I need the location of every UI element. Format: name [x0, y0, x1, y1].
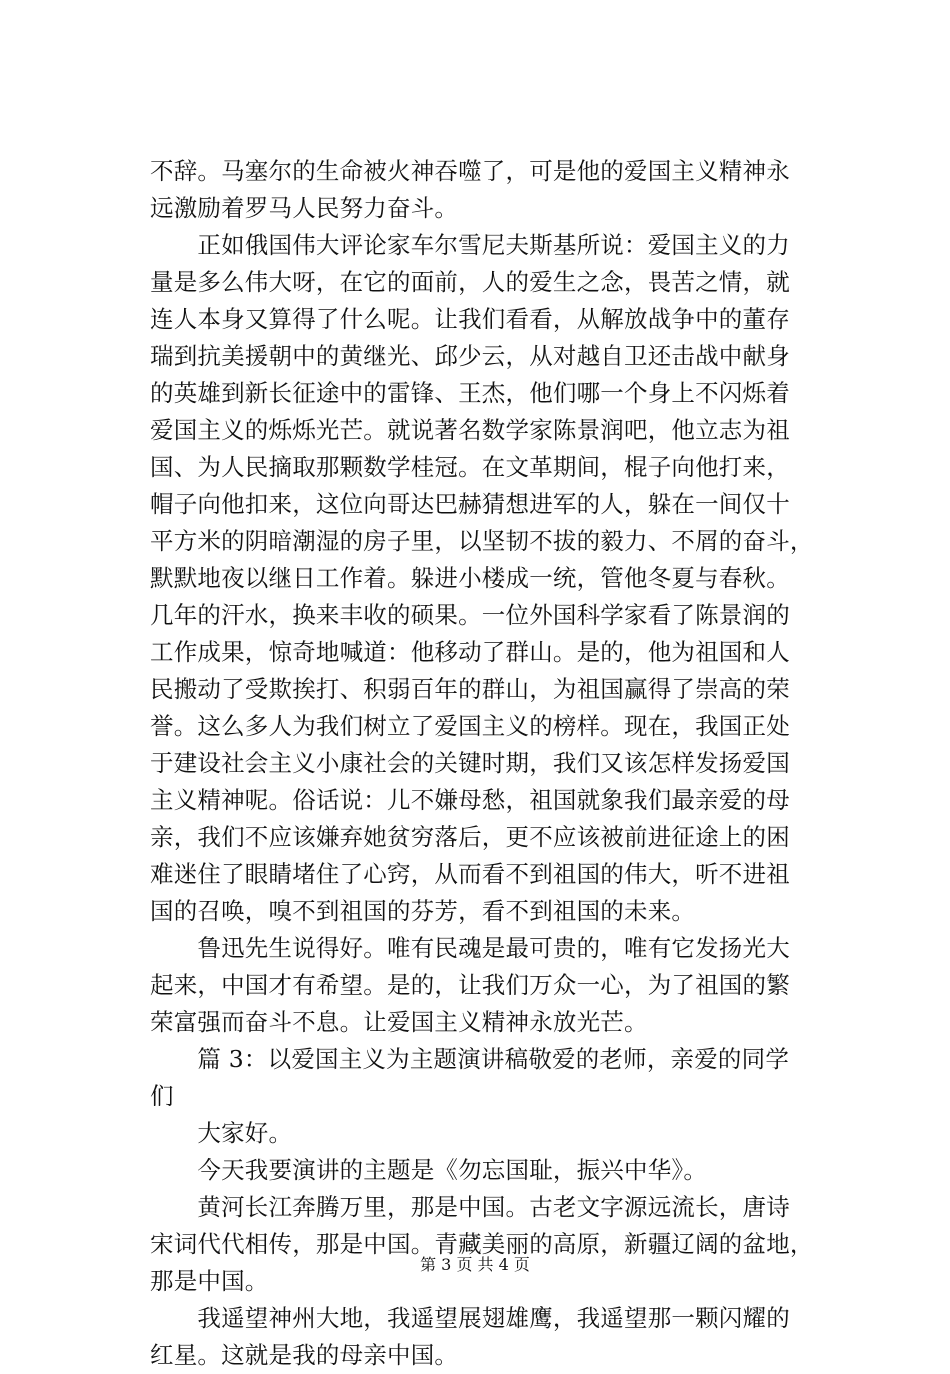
- text-line: 连人本身又算得了什么呢。让我们看看，从解放战争中的董存: [150, 305, 790, 333]
- text-line: 国、为人民摘取那颗数学桂冠。在文革期间，棍子向他打来，: [150, 453, 790, 481]
- text-line: 那是中国。: [150, 1267, 269, 1295]
- text-line: 我遥望神州大地，我遥望展翅雄鹰，我遥望那一颗闪耀的: [150, 1304, 790, 1332]
- text-line: 的英雄到新长征途中的雷锋、王杰，他们哪一个身上不闪烁着: [150, 379, 790, 407]
- text-line: 鲁迅先生说得好。唯有民魂是最可贵的，唯有它发扬光大: [150, 934, 790, 962]
- page-footer: 第 3 页 共 4 页: [420, 1255, 530, 1274]
- text-line: 红星。这就是我的母亲中国。: [150, 1341, 459, 1369]
- text-line: 大家好。: [150, 1119, 293, 1147]
- text-line: 国的召唤，嗅不到祖国的芬芳，看不到祖国的未来。: [150, 897, 696, 925]
- text-line: 平方米的阴暗潮湿的房子里，以坚韧不拔的毅力、不屑的奋斗，: [150, 527, 814, 555]
- text-line: 宋词代代相传，那是中国。青藏美丽的高原，新疆辽阔的盆地，: [150, 1230, 814, 1258]
- text-line: 远激励着罗马人民努力奋斗。: [150, 194, 459, 222]
- text-line: 誉。这么多人为我们树立了爱国主义的榜样。现在，我国正处: [150, 712, 790, 740]
- text-line: 主义精神呢。俗话说：儿不嫌母愁，祖国就象我们最亲爱的母: [150, 786, 790, 814]
- text-line: 量是多么伟大呀，在它的面前，人的爱生之念，畏苦之情，就: [150, 268, 790, 296]
- document-body: [150, 153, 840, 1374]
- text-line: 不辞。马塞尔的生命被火神吞噬了，可是他的爱国主义精神永: [150, 157, 790, 185]
- text-line: 瑞到抗美援朝中的黄继光、邱少云，从对越自卫还击战中献身: [150, 342, 790, 370]
- text-line: 民搬动了受欺挨打、积弱百年的群山，为祖国赢得了崇高的荣: [150, 675, 790, 703]
- text-line: 今天我要演讲的主题是《勿忘国耻，振兴中华》。: [150, 1156, 708, 1184]
- text-line: 于建设社会主义小康社会的关键时期，我们又该怎样发扬爱国: [150, 749, 790, 777]
- text-line: 爱国主义的烁烁光芒。就说著名数学家陈景润吧，他立志为祖: [150, 416, 790, 444]
- text-line: 起来，中国才有希望。是的，让我们万众一心，为了祖国的繁: [150, 971, 790, 999]
- text-line: 黄河长江奔腾万里，那是中国。古老文字源远流长，唐诗: [150, 1193, 790, 1221]
- text-line: 工作成果，惊奇地喊道：他移动了群山。是的，他为祖国和人: [150, 638, 790, 666]
- text-line: 亲，我们不应该嫌弃她贫穷落后，更不应该被前进征途上的困: [150, 823, 790, 851]
- text-line: 默默地夜以继日工作着。躲进小楼成一统，管他冬夏与春秋。: [150, 564, 790, 592]
- text-line: 荣富强而奋斗不息。让爱国主义精神永放光芒。: [150, 1008, 648, 1036]
- text-line: 篇 3：以爱国主义为主题演讲稿敬爱的老师，亲爱的同学: [150, 1045, 790, 1073]
- text-line: 正如俄国伟大评论家车尔雪尼夫斯基所说：爱国主义的力: [150, 231, 790, 259]
- text-line: 帽子向他扣来，这位向哥达巴赫猜想进军的人，躲在一间仅十: [150, 490, 790, 518]
- text-line: 难迷住了眼睛堵住了心窍，从而看不到祖国的伟大，听不进祖: [150, 860, 790, 888]
- text-line: 们: [150, 1082, 174, 1110]
- text-line: 几年的汗水，换来丰收的硕果。一位外国科学家看了陈景润的: [150, 601, 790, 629]
